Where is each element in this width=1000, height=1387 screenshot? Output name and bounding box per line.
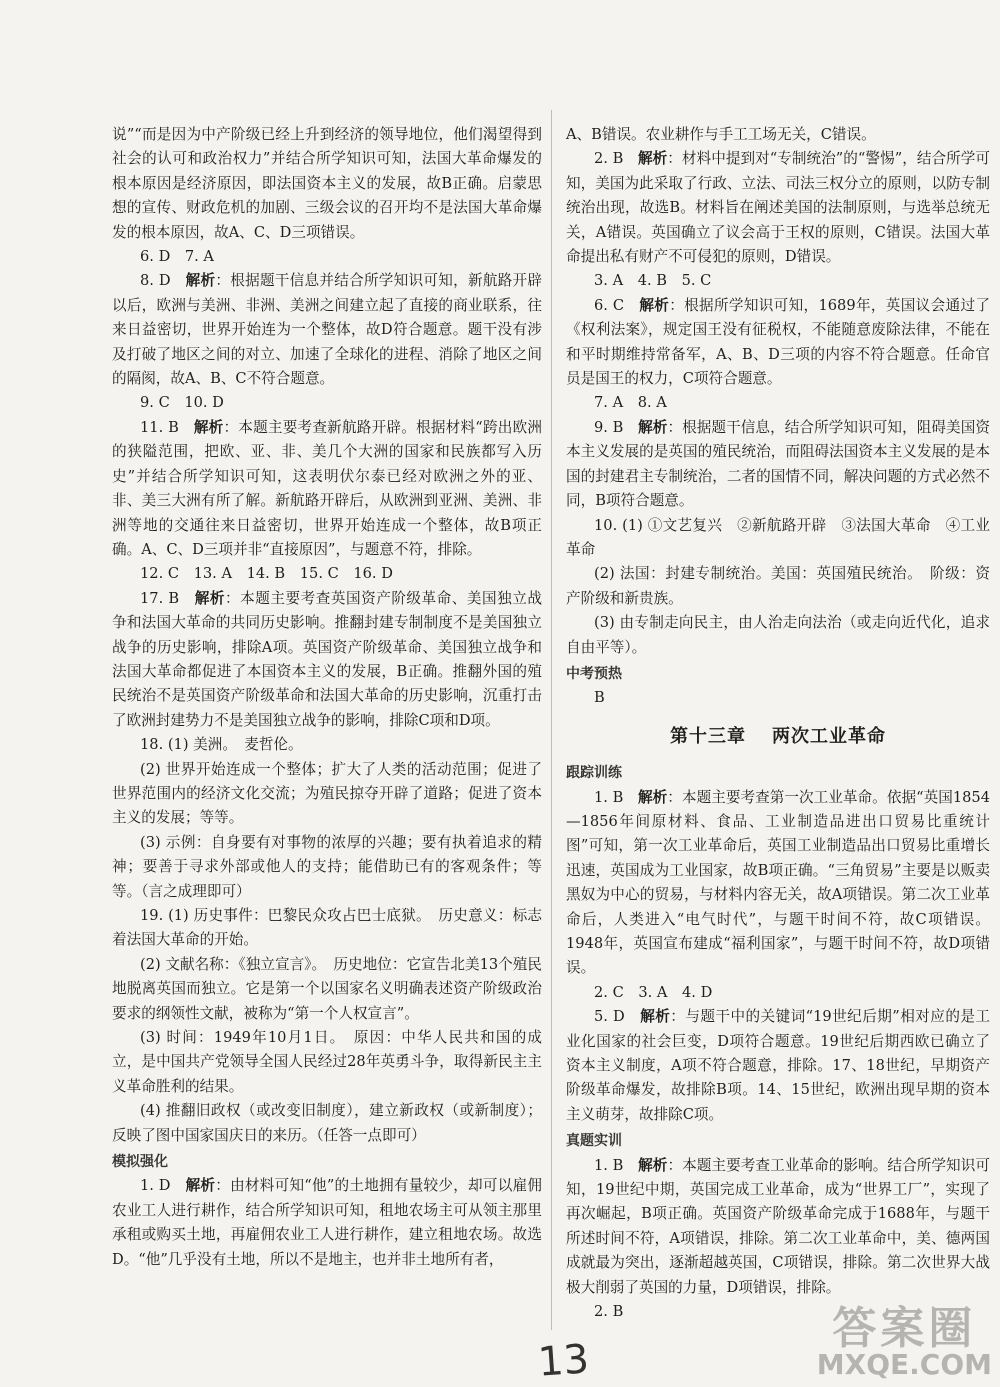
answer-paragraph: (4) 推翻旧政权（或改变旧制度），建立新政权（或新制度）；反映了图中国家国庆日的来历。（任答一点即可） xyxy=(112,1102,542,1144)
answer-line: 7. A 8. A xyxy=(594,394,667,412)
answer-paragraph: (2) 世界开始连成一个整体；扩大了人类的活动范围；促进了世界范围内的经济文化交流；为殖民掠夺开辟了道路；促进了资本主义的发展；等等。 xyxy=(112,760,542,827)
answer-paragraph xyxy=(566,294,990,392)
analysis-label: 解析 xyxy=(185,1177,216,1195)
answer-paragraph: (3) 示例：自身要有对事物的浓厚的兴趣；要有执着追求的精神；要善于寻求外部或他人的支持；能借助已有的客观条件；等等。（言之成理即可） xyxy=(112,833,542,900)
column-divider xyxy=(551,110,552,1330)
analysis-text: ：根据题干信息并结合所学知识可知，新航路开辟以后，欧洲与美洲、非洲、美洲之间建立起了直接的商业联系，往来日益密切，世界开始连为一个整体，故D符合题意。题干没有涉及打破了地区之间的对立、加速了全球化的进程、消除了地区之间的隔阂，故A、B、C不符合题意。 xyxy=(112,272,542,388)
analysis-text: ：根据所学知识可知，1689年，英国议会通过了《权利法案》，规定国王没有征税权，不能随意废除法律，不能在和平时期维持常备军，A、B、D三项的内容不符合题意。任命官员是国王的权力，C项符合题意。 xyxy=(566,296,990,388)
left-column xyxy=(112,123,542,1272)
analysis-text: ：本题主要考查工业革命的影响。结合所学知识可知，19世纪中期，英国完成工业革命，成为“世界工厂”，实现了再次崛起，B项正确。英国资产阶级革命完成于1688年，与题干所述时间不符，A项错误，排除。第二次工业革命中，美、德两国成就最为突出，逐渐超越英国，C项错误，排除。第二次世界大战极大削弱了英国的力量，D项错误，排除。 xyxy=(566,1156,990,1296)
analysis-text: ：根据题干信息，结合所学知识可知，阻碍美国资本主义发展的是英国的殖民统治，而阻碍法国资本主义发展的是本国的封建君主专制统治，二者的国情不同，解决问题的方式必然不同，B项符合题意。 xyxy=(566,418,990,510)
chapter-title xyxy=(566,725,990,749)
answer-paragraph xyxy=(566,416,990,514)
chapter-number: 第十三章 xyxy=(670,725,746,747)
analysis-label: 解析 xyxy=(638,418,668,436)
section-heading: 模拟强化 xyxy=(112,1154,168,1171)
answer-paragraph: A、B错误。农业耕作与手工工场无关，C错误。 xyxy=(566,126,876,143)
analysis-text: ：与题干中的关键词“19世纪后期”相对应的是工业化国家的社会巨变，D项符合题意。19世纪后期西欧已确立了资本主义制度，A项不符合题意，排除。17、18世纪，早期资产阶级革命爆发，故排除B项。14、15世纪，欧洲出现早期的资本主义萌芽，故排除C项。 xyxy=(566,1008,990,1123)
answer-line: 12. C 13. A 14. B 15. C 16. D xyxy=(140,565,393,583)
section-heading: 中考预热 xyxy=(566,665,622,682)
answer-line: 3. A 4. B 5. C xyxy=(594,272,712,290)
answer-paragraph: (2) 文献名称：《独立宣言》。 历史地位：它宣告北美13个殖民地脱离英国而独立。它是第一个以国家名义明确表述资产阶级政治要求的纲领性文献，被称为“第一个人权宣言”。 xyxy=(112,955,542,1022)
answer-paragraph xyxy=(112,1174,542,1272)
answer-number: 1. B xyxy=(594,1156,639,1174)
answer-line: 2. B xyxy=(594,1303,624,1321)
section-heading: 真题实训 xyxy=(566,1133,622,1150)
watermark-url: MXQE.COM xyxy=(816,1348,992,1381)
analysis-label: 解析 xyxy=(638,150,668,168)
answer-line: 9. C 10. D xyxy=(140,394,224,412)
analysis-label: 解析 xyxy=(638,1156,668,1174)
analysis-label: 解析 xyxy=(194,589,225,607)
answer-number: 1. D xyxy=(140,1177,186,1195)
answer-number: 2. B xyxy=(594,150,639,168)
answer-line: 18. (1) 美洲。 麦哲伦。 xyxy=(140,736,303,754)
analysis-text: ：材料中提到对“专制统治”的“警惕”，结合所学可知，美国为此采取了行政、立法、司法三权分立的原则，以防专制统治出现，故选B。材料旨在阐述美国的法制原则，与选举总统无关，A错误。英国确立了议会高于王权的原则，C错误。法国大革命提出私有财产不可侵犯的原则，D错误。 xyxy=(566,150,990,266)
chapter-name: 两次工业革命 xyxy=(772,725,886,747)
answer-paragraph xyxy=(566,147,990,269)
page-number: 13 xyxy=(536,1336,591,1386)
right-column xyxy=(566,123,990,1325)
answer-paragraph xyxy=(112,269,542,391)
answer-paragraph: 19. (1) 历史事件：巴黎民众攻占巴士底狱。 历史意义：标志着法国大革命的开始。 xyxy=(112,907,542,949)
analysis-text: ：本题主要考查英国资产阶级革命、美国独立战争和法国大革命的共同历史影响。推翻封建专制制度不是美国独立战争的历史影响，排除A项。英国资产阶级革命、美国独立战争和法国大革命都促进了本国资本主义的发展，B正确。推翻外国的殖民统治不是英国资产阶级革命和法国大革命的历史影响，沉重打击了欧洲封建势力不是美国独立战争的影响，排除C项和D项。 xyxy=(112,589,542,729)
analysis-text: ：本题主要考查新航路开辟。根据材料“跨出欧洲的狭隘范围，把欧、亚、非、美几个大洲的国家和民族都写入历史”并结合所学知识可知，这表明伏尔泰已经对欧洲之外的亚、非、美三大洲有所了解。新航路开辟后，从欧洲到亚洲、美洲、非洲等地的交通往来日益密切，世界开始连成一个整体，故B项正确。A、C、D三项并非“直接原因”，与题意不符，排除。 xyxy=(112,418,542,558)
answer-paragraph xyxy=(566,1154,990,1300)
answer-line: B xyxy=(594,689,605,707)
watermark xyxy=(817,1292,992,1381)
answer-number: 1. B xyxy=(594,788,639,806)
answer-line: 2. C 3. A 4. D xyxy=(594,983,713,1001)
answer-number: 11. B xyxy=(140,418,194,436)
answer-number: 9. B xyxy=(594,418,639,436)
analysis-label: 解析 xyxy=(638,788,668,806)
analysis-label: 解析 xyxy=(639,296,670,314)
analysis-text: ：由材料可知“他”的土地拥有量较少，却可以雇佣农业工人进行耕作，结合所学知识可知，租地农场主可从领主那里承租或购买土地，再雇佣农业工人进行耕作，建立租地农场。故选D。“他”几乎没有土地，所以不是地主，也并非土地所有者， xyxy=(112,1177,542,1268)
answer-number: 17. B xyxy=(140,589,195,607)
section-heading: 跟踪训练 xyxy=(566,765,622,782)
analysis-label: 解析 xyxy=(193,418,224,436)
answer-number: 6. C xyxy=(594,296,640,314)
answer-paragraph: (2) 法国：封建专制统治。美国：英国殖民统治。 阶级：资产阶级和新贵族。 xyxy=(566,565,990,607)
answer-paragraph xyxy=(112,587,542,733)
answer-paragraph: 10. (1) ①文艺复兴 ②新航路开辟 ③法国大革命 ④工业革命 xyxy=(566,516,990,558)
answer-paragraph xyxy=(112,416,542,562)
analysis-label: 解析 xyxy=(640,1008,671,1026)
answer-paragraph xyxy=(566,1005,990,1127)
watermark-logo-text: 答案圈 xyxy=(832,1303,977,1354)
analysis-label: 解析 xyxy=(185,272,216,290)
answer-line: 6. D 7. A xyxy=(140,248,214,266)
answer-paragraph: (3) 由专制走向民主，由人治走向法治（或走向近代化，追求自由平等）。 xyxy=(566,614,990,656)
answer-number: 8. D xyxy=(140,272,186,290)
answer-paragraph: 说”“而是因为中产阶级已经上升到经济的领导地位，他们渴望得到社会的认可和政治权力”并结合所学知识可知，法国大革命爆发的根本原因是经济原因，即法国资本主义的发展，故B正确。启蒙思想的宣传、财政危机的加剧、三级会议的召开均不是法国大革命爆发的根本原因，故A、C、D三项错误。 xyxy=(112,126,542,241)
answer-paragraph: (3) 时间：1949年10月1日。 原因：中华人民共和国的成立，是中国共产党领导全国人民经过28年英勇斗争，取得新民主主义革命胜利的结果。 xyxy=(112,1029,542,1095)
answer-paragraph xyxy=(566,786,990,981)
analysis-text: ：本题主要考查第一次工业革命。依据“英国1854—1856年间原材料、食品、工业制造品进出口贸易比重统计图”可知，第一次工业革命后，英国工业制造品出口贸易比重增长迅速，英国成为工业国家，故B项正确。“三角贸易”主要是以贩卖黑奴为中心的贸易，与材料内容无关，故A项错误。第二次工业革命后，人类进入“电气时代”，与题干时间不符，故C项错误。1948年，英国宣布建成“福利国家”，与题干时间不符，故D项错误。 xyxy=(566,788,990,977)
answer-number: 5. D xyxy=(594,1008,641,1026)
